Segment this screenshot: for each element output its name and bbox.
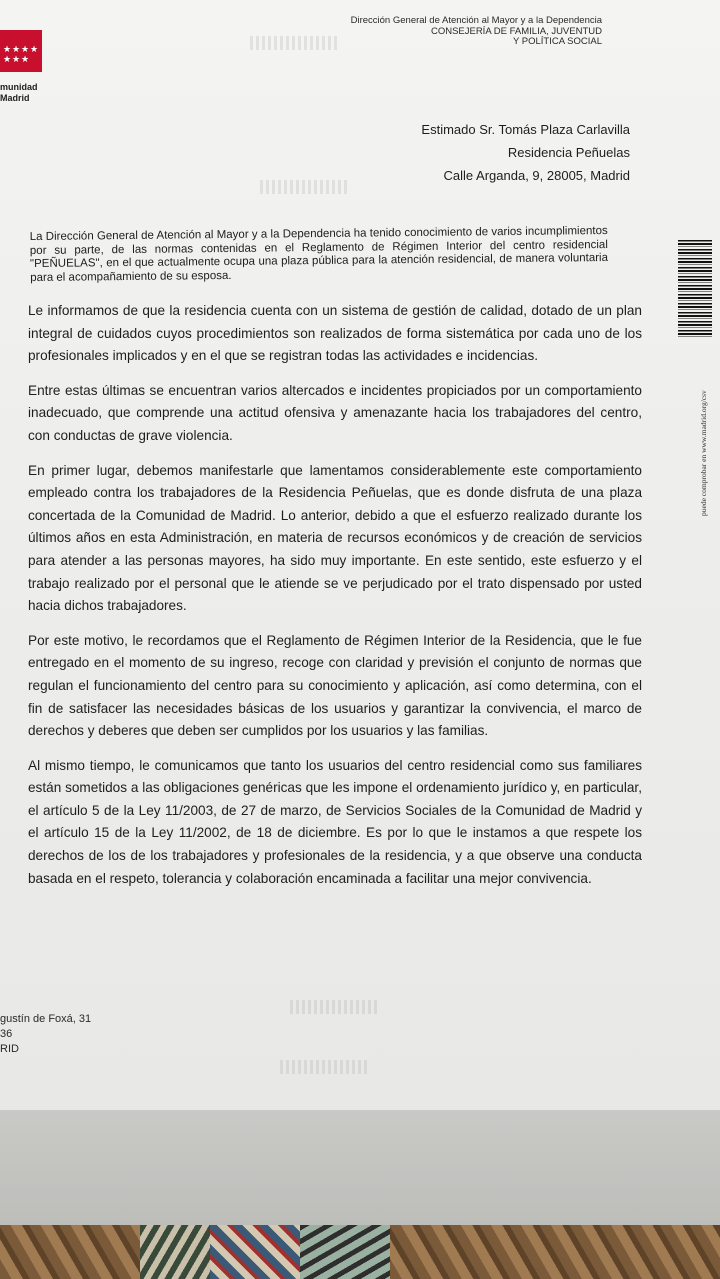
verification-note xyxy=(699,346,713,516)
sender-address-line-2: 36 xyxy=(0,1028,13,1040)
letterhead-line-3: Y POLÍTICA SOCIAL xyxy=(512,36,602,47)
comunidad-madrid-logo: ★ ★ ★ ★ ★ ★ ★ xyxy=(0,30,42,72)
fabric-patch xyxy=(300,1225,390,1279)
intro-paragraph xyxy=(30,225,609,297)
addressee-name: Estimado Sr. Tomás Plaza Carlavilla xyxy=(421,122,630,137)
bleed-through-mark xyxy=(250,36,340,50)
addressee-block xyxy=(330,118,630,187)
logo-text xyxy=(0,82,38,104)
logo-text-line-1: munidad xyxy=(0,82,38,92)
sender-address xyxy=(0,1012,91,1057)
paragraph-2: Le informamos de que la residencia cuenta con un sistema de gestión de calidad, dotado de un plan integral de cuidados cuyos procedimientos son realizados de forma sistemática por cada uno de los profesionales implicados y en el que se registran todas las actividades e incidencias. xyxy=(28,303,642,364)
letterhead xyxy=(302,16,602,48)
letter-body xyxy=(28,300,642,902)
paragraph-1: La Dirección General de Atención al Mayor y a la Dependencia ha tenido conocimiento de varios incumplimientos por su parte, de las normas contenidas en el Reglamento de Régimen Interior del centro residencial "PEÑUELAS", en el que actualmente ocupa una plaza pública para la atención residencial, de manera voluntaria para el acompañamiento de su esposa. xyxy=(29,224,609,284)
bleed-through-mark xyxy=(280,1060,370,1074)
addressee-institution: Residencia Peñuelas xyxy=(507,145,630,160)
logo-text-line-2: Madrid xyxy=(0,93,30,103)
fabric-patch xyxy=(140,1225,210,1279)
paragraph-6: Al mismo tiempo, le comunicamos que tanto los usuarios del centro residencial como sus familiares están sometidos a las obligaciones genéricas que les impone el ordenamiento jurídico y, en particular, el artículo 5 de la Ley 11/2003, de 27 de marzo, de Servicios Sociales de la Comunidad de Madrid y el artículo 15 de la Ley 11/2002, de 18 de diciembre. Es por lo que le instamos a que respete los derechos de los de los trabajadores y profesionales de la residencia, y a que observe una conducta basada en el respeto, tolerancia y colaboración encaminada a facilitar una mejor convivencia. xyxy=(28,757,642,886)
paragraph-5: Por este motivo, le recordamos que el Reglamento de Régimen Interior de la Residencia, que le fue entregado en el momento de su ingreso, recoge con claridad y previsión el conjunto de normas que regulan el funcionamiento del centro para su conocimiento y aplicación, así como determina, con el fin de satisfacer las necesidades básicas de los usuarios y garantizar la convivencia, el marco de derechos y deberes que deben ser cumplidos por los usuarios y las familias. xyxy=(28,632,642,739)
letterhead-line-1: Dirección General de Atención al Mayor y a la Dependencia xyxy=(350,15,602,26)
sender-address-line-3: RID xyxy=(0,1043,19,1055)
woven-basket xyxy=(0,1225,720,1279)
letterhead-line-2: CONSEJERÍA DE FAMILIA, JUVENTUD xyxy=(430,25,602,37)
fabric-patch xyxy=(210,1225,300,1279)
verification-text: puede comprobar en www.madrid.org/csv xyxy=(699,390,708,516)
table-surface xyxy=(0,1110,720,1225)
bleed-through-mark xyxy=(290,1000,380,1014)
paragraph-3: Entre estas últimas se encuentran varios altercados e incidentes propiciados por un comportamiento inadecuado, que comprende una actitud ofensiva y amenazante hacia los trabajadores del centro, con conductas de grave violencia. xyxy=(28,382,642,443)
paragraph-4: En primer lugar, debemos manifestarle que lamentamos considerablemente este comportamiento empleado contra los trabajadores de la Residencia Peñuelas, que es donde disfruta de una plaza concertada de la Comunidad de Madrid. Lo anterior, debido a que el esfuerzo realizado durante los últimos años en esta Administración, en materia de recursos económicos y de creación de servicios para atender a las personas mayores, ha sido muy importante. En este sentido, este esfuerzo y el trabajo realizado por el personal que le atiende se ve perjudicado por el trato dispensado por usted hacia dichos trabajadores. xyxy=(28,462,642,614)
addressee-address: Calle Arganda, 9, 28005, Madrid xyxy=(443,168,630,183)
sender-address-line-1: gustín de Foxá, 31 xyxy=(0,1013,92,1025)
barcode xyxy=(678,240,712,338)
